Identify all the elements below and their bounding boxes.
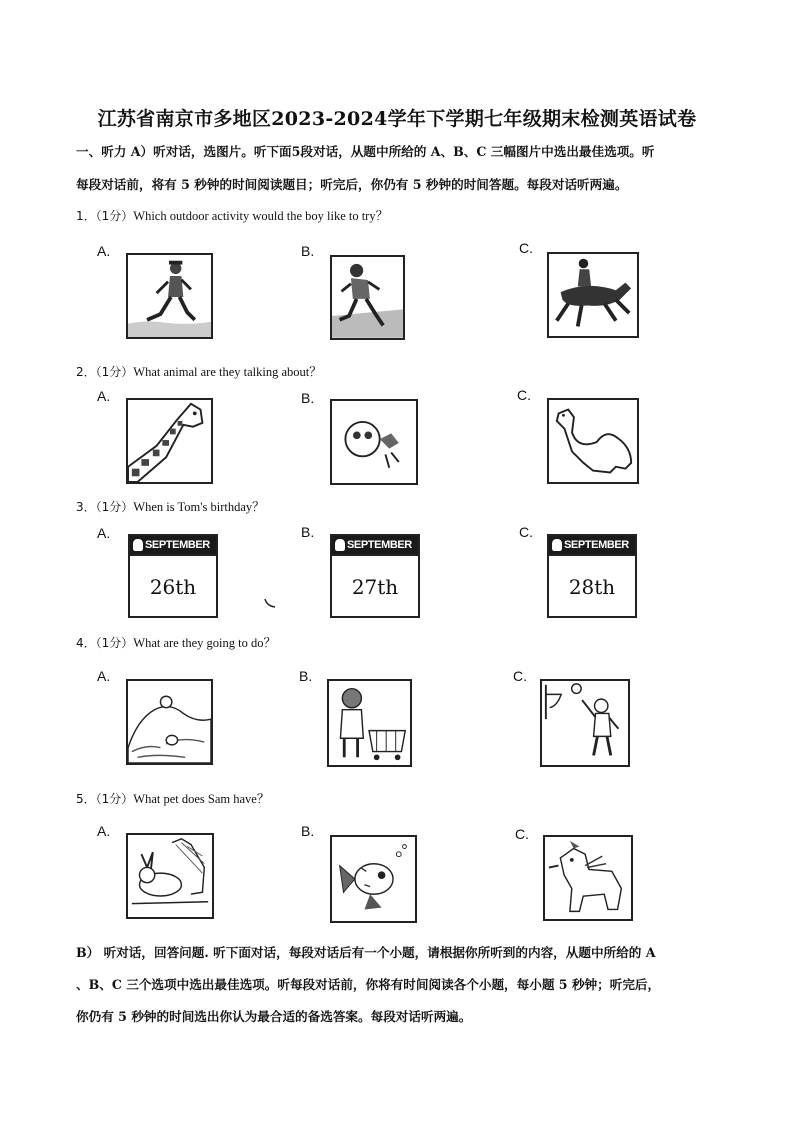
option-label-b[interactable]: B. <box>301 524 315 540</box>
section-b-instructions-line3: 你仍有 5 秒钟的时间选出你认为最合适的备选答案。每段对话听两遍。 <box>76 1009 472 1024</box>
calendar-month: SEPTEMBER <box>332 536 418 554</box>
question-2 <box>76 362 322 380</box>
section-a-instructions-line1: 一、听力 A）听对话，选图片。听下面5段对话，从题中所给的 A、B、C 三幅图片中选出最佳选项。听 <box>76 144 655 159</box>
question-number: 1． <box>76 209 96 223</box>
question-number: 3． <box>76 500 96 514</box>
rabbit-picture[interactable] <box>126 833 214 919</box>
question-number: 5． <box>76 792 96 806</box>
option-label-a[interactable]: A. <box>97 668 111 684</box>
rabbit-icon <box>128 835 212 917</box>
calendar-date: 27th <box>332 554 418 616</box>
calendar-date: 28th <box>549 554 635 616</box>
question-text: What are they going to do？ <box>133 636 276 650</box>
calendar-ring-icon <box>552 539 562 551</box>
mountain-climbing-picture[interactable] <box>126 679 213 765</box>
calendar-option-b[interactable] <box>330 534 420 618</box>
camel-icon <box>549 400 637 482</box>
question-points: （1分） <box>95 365 134 379</box>
pen-mark-icon <box>264 598 276 608</box>
horse-rider-icon <box>549 254 637 336</box>
calendar-month: SEPTEMBER <box>130 536 216 554</box>
question-1 <box>76 206 388 224</box>
question-points: （1分） <box>95 792 134 806</box>
question-text: Which outdoor activity would the boy like to try？ <box>133 209 389 223</box>
question-4 <box>76 633 276 651</box>
hiker-icon <box>128 255 211 337</box>
question-points: （1分） <box>95 636 134 650</box>
calendar-date: 26th <box>130 554 216 616</box>
option-label-b[interactable]: B. <box>301 823 315 839</box>
option-label-a[interactable]: A. <box>97 243 111 259</box>
option-label-b[interactable]: B. <box>301 390 315 406</box>
option-label-b[interactable]: B. <box>299 668 313 684</box>
shopping-picture[interactable] <box>327 679 412 767</box>
shopping-cart-icon <box>329 681 410 765</box>
calendar-ring-icon <box>335 539 345 551</box>
option-label-c[interactable]: C. <box>513 668 527 684</box>
option-label-a[interactable]: A. <box>97 388 111 404</box>
option-label-a[interactable]: A. <box>97 823 111 839</box>
calendar-month: SEPTEMBER <box>549 536 635 554</box>
question-points: （1分） <box>95 500 134 514</box>
option-label-b[interactable]: B. <box>301 243 315 259</box>
section-a-instructions-line2: 每段对话前，将有 5 秒钟的时间阅读题目；听完后，你仍有 5 秒钟的时间答题。每段对话听两遍。 <box>76 177 628 192</box>
hiking-man-picture[interactable] <box>126 253 213 339</box>
question-points: （1分） <box>95 209 134 223</box>
question-text: When is Tom's birthday？ <box>133 500 265 514</box>
panda-icon <box>332 401 416 483</box>
option-label-c[interactable]: C. <box>515 826 529 842</box>
option-label-a[interactable]: A. <box>97 525 111 541</box>
option-label-c[interactable]: C. <box>519 240 533 256</box>
horse-riding-picture[interactable] <box>547 252 639 338</box>
question-text: What animal are they talking about？ <box>133 365 322 379</box>
running-man-picture[interactable] <box>330 255 405 340</box>
question-number: 2． <box>76 365 96 379</box>
calendar-option-a[interactable] <box>128 534 218 618</box>
option-label-c[interactable]: C. <box>519 524 533 540</box>
panda-picture[interactable] <box>330 399 418 485</box>
section-b-instructions-line2: 、B、C 三个选项中选出最佳选项。听每段对话前，你将有时间阅读各个小题，每小题 5 秒钟；听完后， <box>76 977 661 992</box>
calendar-ring-icon <box>133 539 143 551</box>
climber-icon <box>128 681 211 763</box>
question-text: What pet does Sam have？ <box>133 792 270 806</box>
dog-icon <box>545 837 631 919</box>
runner-icon <box>332 257 403 338</box>
option-label-c[interactable]: C. <box>517 387 531 403</box>
giraffe-picture[interactable] <box>126 398 213 484</box>
camel-picture[interactable] <box>547 398 639 484</box>
calendar-option-c[interactable] <box>547 534 637 618</box>
section-b-instructions-line1: B） 听对话，回答问题. 听下面对话，每段对话后有一个小题，请根据你所听到的内容，从题中所给的 A <box>76 945 656 960</box>
dog-picture[interactable] <box>543 835 633 921</box>
basketball-player-icon <box>542 681 628 765</box>
fish-icon <box>332 837 415 921</box>
giraffe-icon <box>128 400 211 482</box>
question-number: 4． <box>76 636 96 650</box>
goldfish-picture[interactable] <box>330 835 417 923</box>
basketball-picture[interactable] <box>540 679 630 767</box>
question-3 <box>76 497 265 515</box>
page-title: 江苏省南京市多地区2023-2024学年下学期七年级期末检测英语试卷 <box>97 108 697 130</box>
question-5 <box>76 789 269 807</box>
